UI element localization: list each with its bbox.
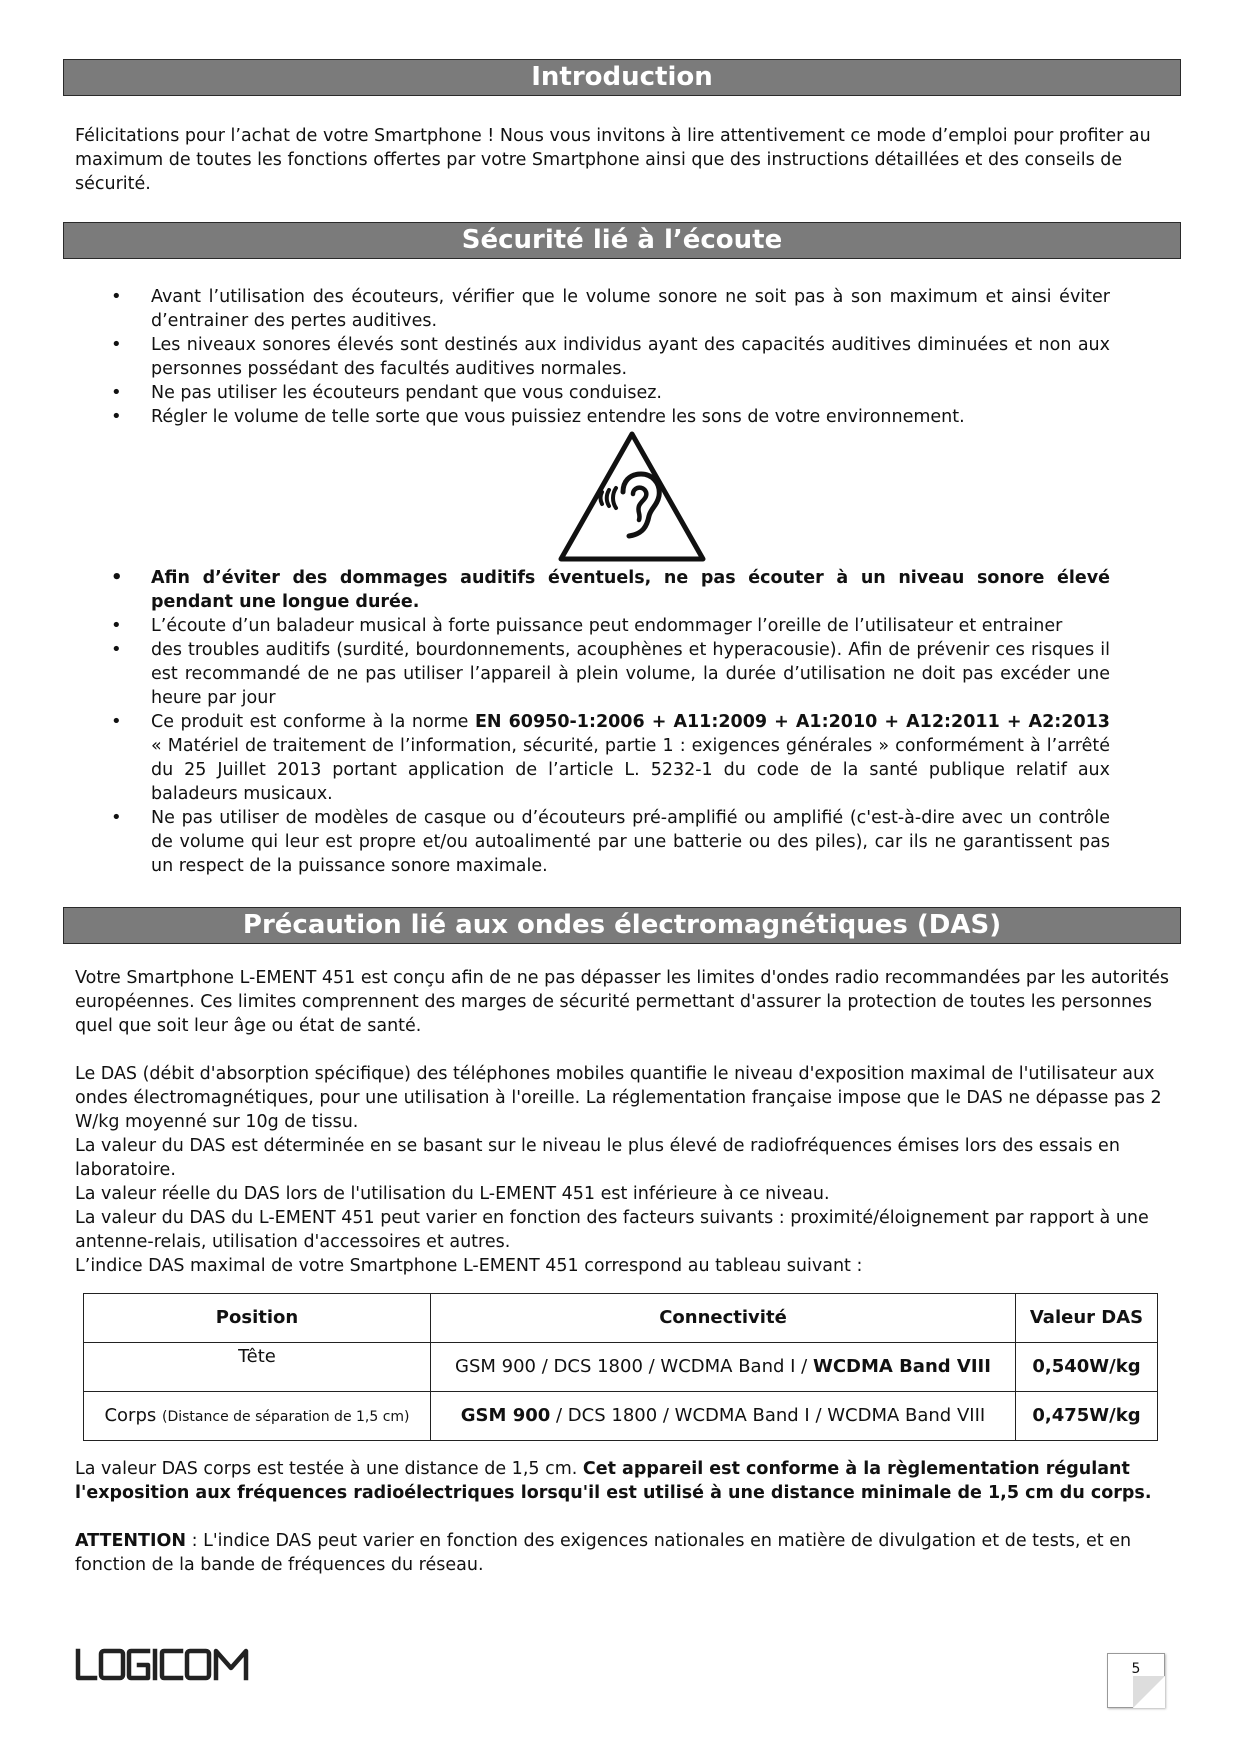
attention-label: ATTENTION <box>75 1531 187 1551</box>
section-title-das: Précaution lié aux ondes électromagnétiques (DAS) <box>63 907 1181 944</box>
norm-reference: EN 60950-1:2006 + A11:2009 + A1:2010 + A12:2011 + A2:2013 <box>474 712 1110 732</box>
position-label: Tête <box>238 1346 276 1367</box>
table-header-position: Position <box>84 1294 431 1343</box>
logicom-logo <box>75 1648 260 1689</box>
section-title-introduction: Introduction <box>63 59 1181 96</box>
list-item: • Afin d’éviter des dommages auditifs éventuels, ne pas écouter à un niveau sonore élevé pendant une longue durée. <box>107 566 1110 614</box>
hearing-warning-icon <box>557 430 707 563</box>
list-item: • Ne pas utiliser les écouteurs pendant que vous conduisez. <box>107 381 1110 405</box>
norm-prefix: Ce produit est conforme à la norme <box>151 712 475 732</box>
list-item: • des troubles auditifs (surdité, bourdonnements, acouphènes et hyperacousie). Afin de prévenir ces risques il est recommandé de ne pas utiliser l’appareil à plein volume, la durée d’utilisation ne doit pas excéder une heure par jour <box>107 638 1110 710</box>
connectivity-bold: WCDMA Band VIII <box>812 1356 991 1377</box>
intro-paragraph: Félicitations pour l’achat de votre Smartphone ! Nous vous invitons à lire attentivement ce mode d’emploi pour profiter au maximum de toutes les fonctions offertes par votre Smartphone ainsi que des instructions détaillées et des conseils de sécurité. <box>75 126 1151 194</box>
attention-text: : L'indice DAS peut varier en fonction des exigences nationales en matière de divulgation et de tests, et en fonction de la bande de fréquences du réseau. <box>75 1531 1132 1575</box>
das-line: L’indice DAS maximal de votre Smartphone L-EMENT 451 correspond au tableau suivant : <box>75 1256 863 1276</box>
body-compliance-text: Cet appareil est conforme à la règlementation régulant l'exposition aux fréquences radioélectriques lorsqu'il est utilisé à une distance minimale de 1,5 cm du corps. <box>75 1459 1152 1503</box>
norm-suffix: « Matériel de traitement de l’information, sécurité, partie 1 : exigences générales » conformément à l’arrêté du 25 Juillet 2013 portant application de l’article L. 5232-1 du code de la santé publique relatif aux baladeurs musicaux. <box>151 736 1110 804</box>
table-header-row <box>84 1294 1158 1343</box>
attention-paragraph <box>75 1529 1169 1577</box>
list-item: • L’écoute d’un baladeur musical à forte puissance peut endommager l’oreille de l’utilisateur et entrainer <box>107 614 1110 638</box>
das-line: Le DAS (débit d'absorption spécifique) des téléphones mobiles quantifie le niveau d'exposition maximal de l'utilisateur aux ondes électromagnétiques, pour une utilisation à l'oreille. La réglementation française impose que le DAS ne dépasse pas 2 W/kg moyenné sur 10g de tissu. <box>75 1064 1162 1132</box>
table-header-connectivity: Connectivité <box>431 1294 1016 1343</box>
das-paragraph-intro: Votre Smartphone L-EMENT 451 est conçu afin de ne pas dépasser les limites d'ondes radio recommandées par les autorités européennes. Ces limites comprennent des marges de sécurité permettant d'assurer la protection de toutes les personnes quel que soit leur âge ou état de santé. <box>75 968 1170 1036</box>
page-number <box>1107 1653 1165 1708</box>
das-body-paragraph <box>75 1457 1169 1505</box>
table-cell-das-value: 0,540W/kg <box>1016 1343 1158 1392</box>
table-cell-connectivity <box>431 1343 1016 1392</box>
position-note: (Distance de séparation de 1,5 cm) <box>162 1408 410 1425</box>
table-row <box>84 1392 1158 1441</box>
das-line: La valeur réelle du DAS lors de l'utilisation du L-EMENT 451 est inférieure à ce niveau. <box>75 1184 830 1204</box>
list-item <box>107 710 1110 806</box>
table-cell-position <box>84 1343 431 1392</box>
list-item: • Ne pas utiliser de modèles de casque ou d’écouteurs pré-amplifié ou amplifié (c'est-à-dire avec un contrôle de volume qui leur est propre et/ou autoalimenté par une batterie ou des piles), car ils ne garantissent pas un respect de la puissance sonore maximale. <box>107 806 1110 878</box>
das-line: La valeur du DAS du L-EMENT 451 peut varier en fonction des facteurs suivants : proximité/éloignement par rapport à une antenne-relais, utilisation d'accessoires et autres. <box>75 1208 1149 1252</box>
body-test-text: La valeur DAS corps est testée à une distance de 1,5 cm. <box>75 1459 583 1479</box>
das-line: La valeur du DAS est déterminée en se basant sur le niveau le plus élevé de radiofréquences émises lors des essais en laboratoire. <box>75 1136 1120 1180</box>
list-item: • Les niveaux sonores élevés sont destinés aux individus ayant des capacités auditives diminuées et non aux personnes possédant des facultés auditives normales. <box>107 333 1110 381</box>
das-table <box>83 1293 1158 1441</box>
connectivity-bold: GSM 900 <box>460 1405 551 1426</box>
connectivity-text: GSM 900 / DCS 1800 / WCDMA Band I / <box>455 1356 813 1377</box>
list-item: • Avant l’utilisation des écouteurs, vérifier que le volume sonore ne soit pas à son maximum et ainsi éviter d’entrainer des pertes auditives. <box>107 285 1110 333</box>
listening-bullet-list-top <box>107 285 1110 429</box>
connectivity-text: / DCS 1800 / WCDMA Band I / WCDMA Band VIII <box>550 1405 986 1426</box>
table-cell-das-value: 0,475W/kg <box>1016 1392 1158 1441</box>
list-item: • Régler le volume de telle sorte que vous puissiez entendre les sons de votre environnement. <box>107 405 1110 429</box>
table-cell-position <box>84 1392 431 1441</box>
das-paragraph-details <box>75 1062 1169 1278</box>
page-fold-corner <box>1133 1676 1165 1708</box>
table-cell-connectivity <box>431 1392 1016 1441</box>
page-number-text: 5 <box>1131 1661 1141 1677</box>
listening-bullet-list-bottom <box>107 566 1110 878</box>
table-header-das-value: Valeur DAS <box>1016 1294 1158 1343</box>
section-title-listening-safety: Sécurité lié à l’écoute <box>63 222 1181 259</box>
table-row <box>84 1343 1158 1392</box>
position-label: Corps <box>104 1404 157 1426</box>
